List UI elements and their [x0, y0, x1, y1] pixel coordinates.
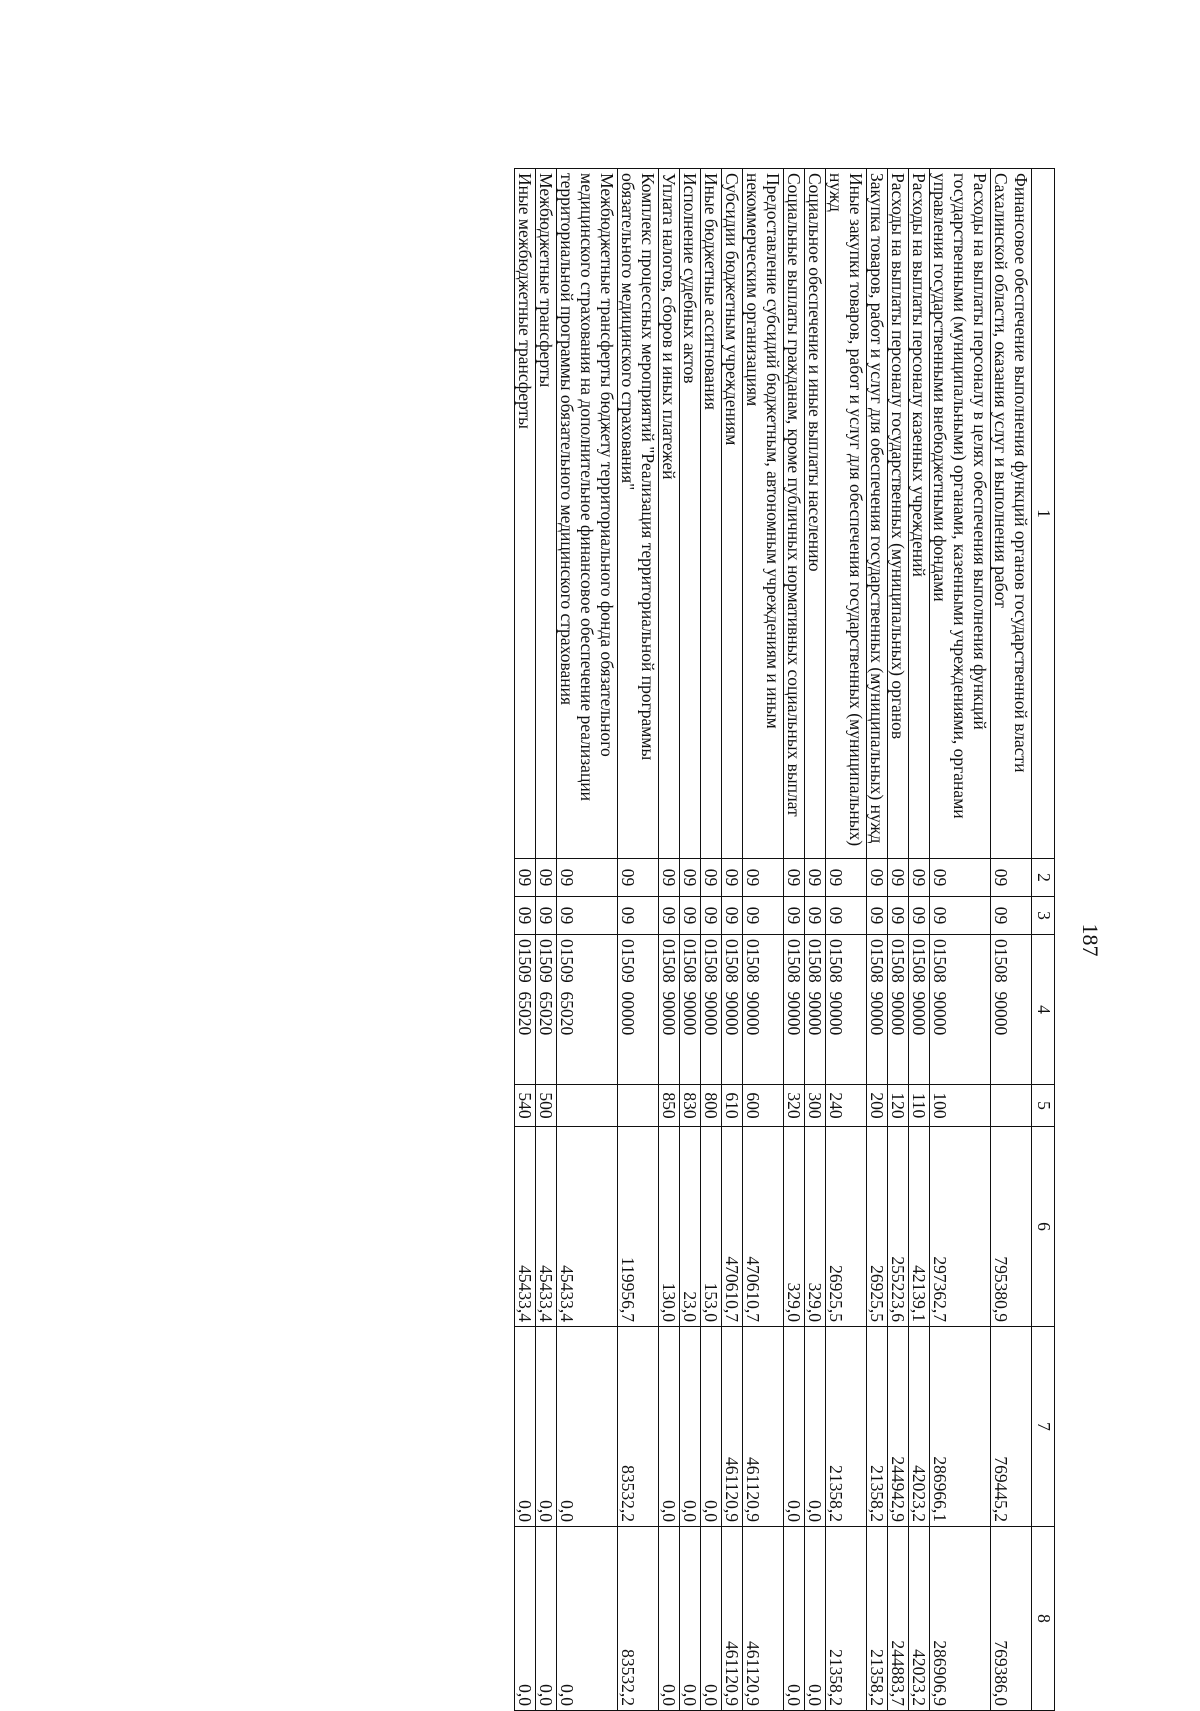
amount-col8-cell: 21358,2 [867, 1527, 888, 1711]
row-name-cell: Иные бюджетные ассигнования [701, 169, 722, 859]
row-name-cell: Расходы на выплаты персоналу в целях обеспечения выполнения функций государственными (муниципальными) органами, казенными учреждениями, органами управления государственными внебюджетными фондами [930, 169, 991, 859]
amount-col8-cell: 0,0 [805, 1527, 826, 1711]
subsection-code-cell: 09 [722, 897, 743, 935]
subsection-code-cell: 09 [536, 897, 557, 935]
expense-type-cell: 120 [888, 1085, 909, 1127]
expense-type-cell: 850 [659, 1085, 680, 1127]
table-row [909, 169, 930, 1711]
table-row [515, 169, 536, 1711]
section-code-cell: 09 [784, 859, 805, 897]
target-article-cell: 01508 90000 [991, 935, 1032, 1085]
row-name-cell: Субсидии бюджетным учреждениям [722, 169, 743, 859]
amount-col7-cell: 0,0 [784, 1327, 805, 1527]
section-code-cell: 09 [805, 859, 826, 897]
section-code-cell: 09 [515, 859, 536, 897]
section-code-cell: 09 [701, 859, 722, 897]
table-row [722, 169, 743, 1711]
target-article-cell: 01508 90000 [722, 935, 743, 1085]
expense-type-cell: 600 [743, 1085, 784, 1127]
subsection-code-cell: 09 [557, 897, 618, 935]
expense-type-cell [991, 1085, 1032, 1127]
row-name-cell: Межбюджетные трансферты [536, 169, 557, 859]
row-name-cell: Иные закупки товаров, работ и услуг для обеспечения государственных (муниципальных) нужд [826, 169, 867, 859]
row-name-cell: Финансовое обеспечение выполнения функций органов государственной власти Сахалинской области, оказания услуг и выполнения работ [991, 169, 1032, 859]
amount-col7-cell: 42023,2 [909, 1327, 930, 1527]
subsection-code-cell: 09 [680, 897, 701, 935]
expense-type-cell: 320 [784, 1085, 805, 1127]
section-code-cell: 09 [618, 859, 659, 897]
expense-type-cell [618, 1085, 659, 1127]
subsection-code-cell: 09 [784, 897, 805, 935]
amount-col7-cell: 21358,2 [826, 1327, 867, 1527]
target-article-cell: 01508 90000 [659, 935, 680, 1085]
amount-col6-cell: 119956,7 [618, 1127, 659, 1327]
amount-col8-cell: 461120,9 [722, 1527, 743, 1711]
amount-col8-cell: 286906,9 [930, 1527, 991, 1711]
header-cell: 7 [1032, 1327, 1055, 1527]
amount-col6-cell: 795380,9 [991, 1127, 1032, 1327]
target-article-cell: 01508 90000 [701, 935, 722, 1085]
expense-type-cell: 110 [909, 1085, 930, 1127]
header-cell: 6 [1032, 1127, 1055, 1327]
amount-col8-cell: 83532,2 [618, 1527, 659, 1711]
table-body [515, 169, 1032, 1711]
section-code-cell: 09 [867, 859, 888, 897]
header-cell: 8 [1032, 1527, 1055, 1711]
amount-col7-cell: 0,0 [680, 1327, 701, 1527]
section-code-cell: 09 [909, 859, 930, 897]
amount-col8-cell: 0,0 [557, 1527, 618, 1711]
row-name-cell: Социальное обеспечение и иные выплаты населению [805, 169, 826, 859]
row-name-cell: Предоставление субсидий бюджетным, автономным учреждениям и иным некоммерческим организациям [743, 169, 784, 859]
amount-col7-cell: 0,0 [536, 1327, 557, 1527]
amount-col6-cell: 23,0 [680, 1127, 701, 1327]
subsection-code-cell: 09 [930, 897, 991, 935]
amount-col7-cell: 83532,2 [618, 1327, 659, 1527]
expense-type-cell: 240 [826, 1085, 867, 1127]
amount-col6-cell: 255223,6 [888, 1127, 909, 1327]
target-article-cell: 01508 90000 [867, 935, 888, 1085]
expense-type-cell: 800 [701, 1085, 722, 1127]
expense-type-cell: 100 [930, 1085, 991, 1127]
target-article-cell: 01508 90000 [930, 935, 991, 1085]
table-row [680, 169, 701, 1711]
section-code-cell: 09 [991, 859, 1032, 897]
amount-col6-cell: 45433,4 [557, 1127, 618, 1327]
amount-col7-cell: 0,0 [515, 1327, 536, 1527]
expense-type-cell: 500 [536, 1085, 557, 1127]
amount-col6-cell: 329,0 [805, 1127, 826, 1327]
amount-col6-cell: 45433,4 [536, 1127, 557, 1327]
row-name-cell: Комплекс процессных мероприятий "Реализация территориальной программы обязательного медицинского страхования" [618, 169, 659, 859]
amount-col7-cell: 769445,2 [991, 1327, 1032, 1527]
table-row [536, 169, 557, 1711]
target-article-cell: 01508 90000 [909, 935, 930, 1085]
table-row [826, 169, 867, 1711]
subsection-code-cell: 09 [909, 897, 930, 935]
table-row [888, 169, 909, 1711]
rotated-table-wrapper [95, 168, 1055, 1710]
page-number: 187 [1078, 923, 1103, 957]
amount-col6-cell: 297362,7 [930, 1127, 991, 1327]
row-name-cell: Уплата налогов, сборов и иных платежей [659, 169, 680, 859]
amount-col8-cell: 21358,2 [826, 1527, 867, 1711]
amount-col8-cell: 42023,2 [909, 1527, 930, 1711]
subsection-code-cell: 09 [618, 897, 659, 935]
section-code-cell: 09 [680, 859, 701, 897]
row-name-cell: Расходы на выплаты персоналу казенных учреждений [909, 169, 930, 859]
expense-type-cell: 300 [805, 1085, 826, 1127]
subsection-code-cell: 09 [888, 897, 909, 935]
target-article-cell: 01509 65020 [536, 935, 557, 1085]
budget-table [514, 168, 1055, 1711]
subsection-code-cell: 09 [805, 897, 826, 935]
table-row [784, 169, 805, 1711]
section-code-cell: 09 [722, 859, 743, 897]
table-row [557, 169, 618, 1711]
amount-col6-cell: 26925,5 [826, 1127, 867, 1327]
amount-col8-cell: 461120,9 [743, 1527, 784, 1711]
table-row [618, 169, 659, 1711]
table-row [805, 169, 826, 1711]
section-code-cell: 09 [826, 859, 867, 897]
target-article-cell: 01509 65020 [557, 935, 618, 1085]
table-row [743, 169, 784, 1711]
amount-col6-cell: 26925,5 [867, 1127, 888, 1327]
subsection-code-cell: 09 [826, 897, 867, 935]
expense-type-cell [557, 1085, 618, 1127]
table-row [991, 169, 1032, 1711]
subsection-code-cell: 09 [659, 897, 680, 935]
amount-col8-cell: 0,0 [680, 1527, 701, 1711]
amount-col7-cell: 0,0 [701, 1327, 722, 1527]
row-name-cell: Социальные выплаты гражданам, кроме публичных нормативных социальных выплат [784, 169, 805, 859]
table-header-row [1032, 169, 1055, 1711]
row-name-cell: Расходы на выплаты персоналу государственных (муниципальных) органов [888, 169, 909, 859]
row-name-cell: Межбюджетные трансферты бюджету территориального фонда обязательного медицинского страхования на дополнительное финансовое обеспечение реализации территориальной программы обязательного медицинского страхования [557, 169, 618, 859]
amount-col6-cell: 42139,1 [909, 1127, 930, 1327]
amount-col8-cell: 0,0 [701, 1527, 722, 1711]
section-code-cell: 09 [659, 859, 680, 897]
section-code-cell: 09 [743, 859, 784, 897]
amount-col8-cell: 0,0 [659, 1527, 680, 1711]
target-article-cell: 01508 90000 [805, 935, 826, 1085]
amount-col7-cell: 21358,2 [867, 1327, 888, 1527]
table-row [930, 169, 991, 1711]
amount-col8-cell: 0,0 [515, 1527, 536, 1711]
header-cell: 5 [1032, 1085, 1055, 1127]
amount-col8-cell: 769386,0 [991, 1527, 1032, 1711]
amount-col8-cell: 244883,7 [888, 1527, 909, 1711]
amount-col7-cell: 244942,9 [888, 1327, 909, 1527]
target-article-cell: 01508 90000 [743, 935, 784, 1085]
section-code-cell: 09 [536, 859, 557, 897]
target-article-cell: 01508 90000 [826, 935, 867, 1085]
target-article-cell: 01508 90000 [680, 935, 701, 1085]
target-article-cell: 01509 00000 [618, 935, 659, 1085]
row-name-cell: Иные межбюджетные трансферты [515, 169, 536, 859]
amount-col8-cell: 0,0 [784, 1527, 805, 1711]
table-row [867, 169, 888, 1711]
subsection-code-cell: 09 [515, 897, 536, 935]
subsection-code-cell: 09 [701, 897, 722, 935]
row-name-cell: Исполнение судебных актов [680, 169, 701, 859]
header-cell: 3 [1032, 897, 1055, 935]
header-cell: 2 [1032, 859, 1055, 897]
target-article-cell: 01509 65020 [515, 935, 536, 1085]
header-cell: 4 [1032, 935, 1055, 1085]
amount-col7-cell: 0,0 [805, 1327, 826, 1527]
amount-col6-cell: 45433,4 [515, 1127, 536, 1327]
expense-type-cell: 540 [515, 1085, 536, 1127]
section-code-cell: 09 [557, 859, 618, 897]
amount-col6-cell: 329,0 [784, 1127, 805, 1327]
amount-col8-cell: 0,0 [536, 1527, 557, 1711]
header-cell: 1 [1032, 169, 1055, 859]
amount-col7-cell: 286966,1 [930, 1327, 991, 1527]
amount-col6-cell: 153,0 [701, 1127, 722, 1327]
table-row [659, 169, 680, 1711]
amount-col6-cell: 130,0 [659, 1127, 680, 1327]
amount-col6-cell: 470610,7 [743, 1127, 784, 1327]
target-article-cell: 01508 90000 [888, 935, 909, 1085]
expense-type-cell: 830 [680, 1085, 701, 1127]
amount-col6-cell: 470610,7 [722, 1127, 743, 1327]
amount-col7-cell: 461120,9 [743, 1327, 784, 1527]
table-row [701, 169, 722, 1711]
subsection-code-cell: 09 [743, 897, 784, 935]
target-article-cell: 01508 90000 [784, 935, 805, 1085]
amount-col7-cell: 0,0 [659, 1327, 680, 1527]
row-name-cell: Закупка товаров, работ и услуг для обеспечения государственных (муниципальных) нужд [867, 169, 888, 859]
amount-col7-cell: 461120,9 [722, 1327, 743, 1527]
subsection-code-cell: 09 [991, 897, 1032, 935]
amount-col7-cell: 0,0 [557, 1327, 618, 1527]
expense-type-cell: 200 [867, 1085, 888, 1127]
expense-type-cell: 610 [722, 1085, 743, 1127]
section-code-cell: 09 [888, 859, 909, 897]
section-code-cell: 09 [930, 859, 991, 897]
subsection-code-cell: 09 [867, 897, 888, 935]
